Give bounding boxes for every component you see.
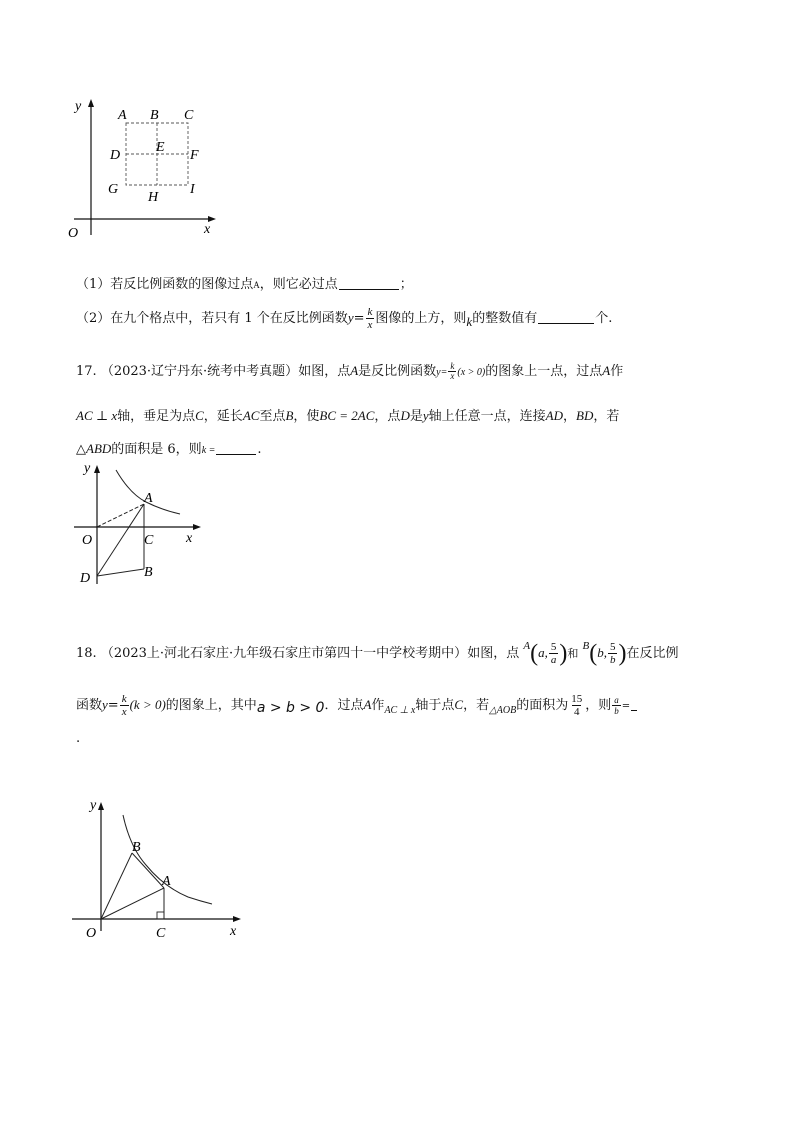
- q18-answer-blank[interactable]: [631, 710, 637, 711]
- q17-fig-A-label: A: [144, 491, 153, 506]
- q18-fig-O-label: O: [86, 926, 97, 940]
- q16-answer-blank-2[interactable]: [538, 323, 594, 324]
- q16-part2: （2）在九个格点中，若只有 1 个在反比例函数y= $\frac{k}{x}$ 图像的上方，则k的整数值有 个.: [76, 306, 613, 331]
- q18-number: 18.: [76, 646, 97, 661]
- fig1-point-F: F: [190, 148, 199, 163]
- q18-fraction-k-over-x: $\frac{k}{x}$: [121, 693, 127, 718]
- grid-figure: [60, 95, 230, 245]
- fig1-x-label: x: [204, 222, 211, 237]
- q17-number: 17.: [76, 364, 97, 379]
- fig1-point-H: H: [148, 190, 159, 205]
- q17-answer-blank[interactable]: [216, 454, 256, 455]
- q16-fraction-k-over-x: $\frac{k}{x}$: [367, 306, 373, 331]
- q17-source: （2023·辽宁丹东·统考中考真题）: [100, 364, 299, 379]
- q18-line2: 函数y= $\frac{k}{x}$ (k > 0)的图象上，其中a > b > 0．过点A作$_{AC \perp x}$轴于点C，若$_{\triangle AOB}$的面积为 $\frac{15}{4}$ ，则 $\frac{a}{b}$ =: [76, 690, 638, 720]
- q18-fig-y-label: y: [90, 798, 97, 813]
- fig1-point-D: D: [110, 148, 121, 163]
- q18-fig-A-label: A: [162, 874, 171, 889]
- fig1-point-B: B: [150, 108, 159, 123]
- q18-fig-x-label: x: [230, 924, 237, 939]
- q17-line3: △ABD的面积是 6，则k = .: [76, 441, 262, 457]
- q18-fraction-5-over-b: $\frac{5}{b}$: [609, 641, 616, 666]
- q18-fig-C-label: C: [156, 926, 166, 940]
- q17-fig-D-label: D: [80, 571, 91, 586]
- q17-figure: [70, 460, 210, 590]
- q17-fig-C-label: C: [144, 533, 154, 548]
- fig1-point-I: I: [190, 182, 195, 197]
- q16-part1: （1）若反比例函数的图像过点A，则它必过点 ；: [76, 277, 413, 292]
- fig1-point-G: G: [108, 182, 119, 197]
- q18-fraction-5-over-a: $\frac{5}{a}$: [550, 641, 557, 666]
- fig1-origin-label: O: [68, 226, 79, 241]
- q17-fig-O-label: O: [82, 533, 93, 548]
- q17-line1: 17. （2023·辽宁丹东·统考中考真题）如图，点A是反比例函数y= $\frac{k}{x}$ (x > 0)的图象上一点，过点A作: [76, 361, 624, 381]
- q18-line1: 18. （2023上·河北石家庄·九年级石家庄市第四十一中学校考期中）如图，点 $^A$(a, $\frac{5}{a}$ )和 $^B$(b, $\frac{5}{b}$ )在反比例: [76, 640, 679, 667]
- q17-fig-x-label: x: [186, 531, 193, 546]
- q18-fraction-a-over-b: $\frac{a}{b}$: [614, 695, 619, 716]
- fig1-point-A: A: [118, 108, 127, 123]
- q16-answer-blank-1[interactable]: [339, 289, 399, 290]
- q17-line2: AC ⊥ x轴，垂足为点C，延长AC至点B，使BC = 2AC，点D是y轴上任意一点，连接AD，BD，若: [76, 408, 620, 424]
- fig1-point-C: C: [184, 108, 194, 123]
- fig1-point-E: E: [156, 140, 165, 155]
- fig1-y-label: y: [75, 99, 82, 114]
- q18-trailing-dot: .: [76, 731, 81, 746]
- q18-fraction-15-over-4: $\frac{15}{4}$: [571, 693, 583, 718]
- q17-fig-y-label: y: [84, 461, 91, 476]
- q17-fig-B-label: B: [144, 565, 153, 580]
- q17-fraction-k-over-x: $\frac{k}{x}$: [450, 361, 455, 381]
- q18-figure: [68, 795, 248, 940]
- q18-source: （2023上·河北石家庄·九年级石家庄市第四十一中学校考期中）: [100, 646, 468, 661]
- q18-fig-B-label: B: [132, 840, 141, 855]
